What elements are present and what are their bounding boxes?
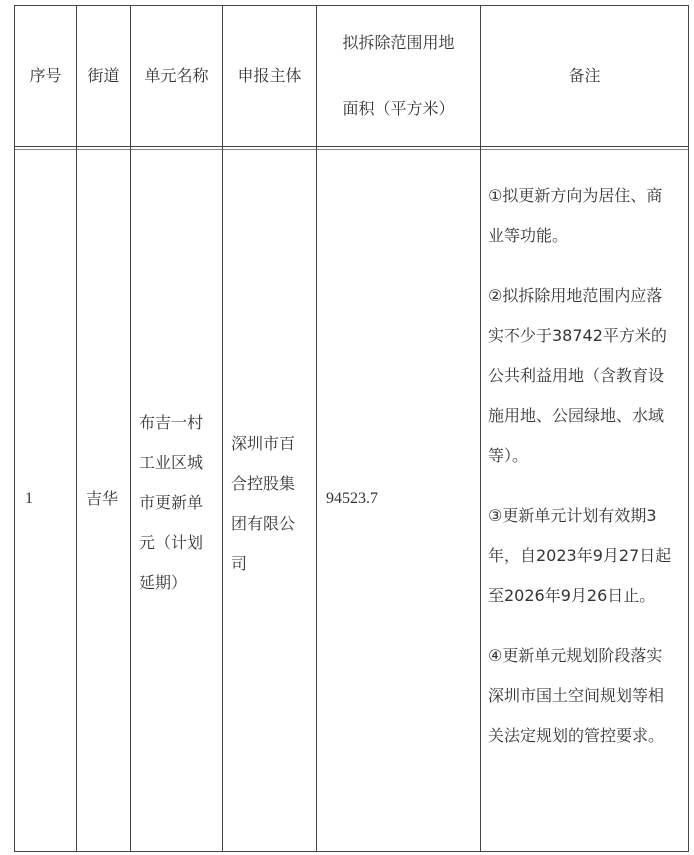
header-applicant <box>223 6 316 146</box>
unit-name-line-3: 市更新单 <box>139 493 204 512</box>
header-area <box>317 6 480 146</box>
header-remarks <box>481 6 688 146</box>
header-applicant-label: 申报主体 <box>237 66 302 85</box>
applicant-line-4: 司 <box>231 554 248 573</box>
header-divider <box>14 146 689 147</box>
row-1-remarks <box>488 176 678 756</box>
remark-item-4: ④更新单元规划阶段落实深圳市国土空间规划等相关法定规划的管控要求。 <box>488 646 665 745</box>
unit-name-line-4: 元（计划 <box>139 533 204 552</box>
unit-name-line-2: 工业区城 <box>139 453 204 472</box>
applicant-line-3: 团有限公 <box>231 514 296 533</box>
header-area-line1: 拟拆除范围用地 <box>342 33 455 52</box>
applicant-line-2: 合控股集 <box>231 474 296 493</box>
remark-item-3: ③更新单元计划有效期3年，自2023年9月27日起至2026年9月26日止。 <box>488 506 672 605</box>
row-1-applicant <box>231 424 311 584</box>
header-street-label: 街道 <box>87 66 120 85</box>
row-1-unit-name <box>139 403 219 603</box>
row-1-area: 94523.7 <box>326 490 378 507</box>
unit-name-line-1: 布吉一村 <box>139 413 204 432</box>
unit-name-line-5: 延期） <box>139 573 188 592</box>
applicant-line-1: 深圳市百 <box>231 434 296 453</box>
row-1-street: 吉华 <box>86 489 119 508</box>
column-border-right <box>688 5 689 852</box>
header-unit-name <box>131 6 222 146</box>
header-seq <box>15 6 76 146</box>
header-seq-label: 序号 <box>29 66 62 85</box>
row-1-seq: 1 <box>25 490 33 507</box>
header-remarks-label: 备注 <box>568 66 601 85</box>
header-unit-name-label: 单元名称 <box>144 66 209 85</box>
remark-item-1: ①拟更新方向为居住、商业等功能。 <box>488 186 663 245</box>
header-area-line2: 面积（平方米） <box>342 99 455 118</box>
header-street <box>77 6 130 146</box>
table-border-bottom <box>14 851 689 852</box>
header-divider-double <box>14 149 689 150</box>
remark-item-2: ②拟拆除用地范围内应落实不少于38742平方米的公共利益用地（含教育设施用地、公园绿地、水域等）。 <box>488 286 667 465</box>
